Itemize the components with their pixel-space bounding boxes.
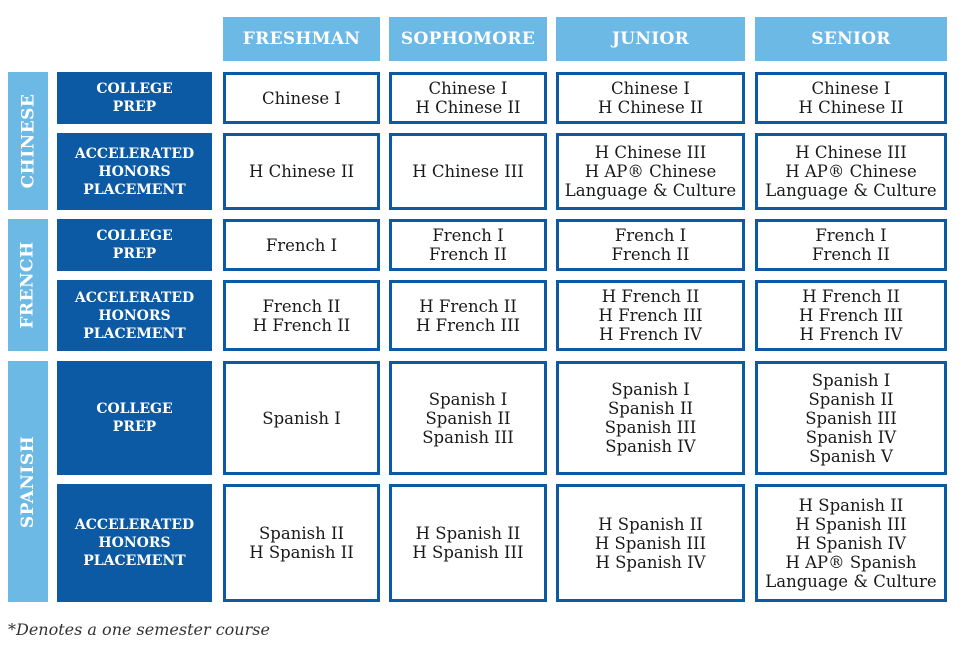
course-cell: Chinese I H Chinese II: [389, 72, 547, 124]
track-spanish-college-prep: COLLEGE PREP: [57, 361, 212, 475]
track-french-college-prep: COLLEGE PREP: [57, 219, 212, 271]
language-label-french: FRENCH: [8, 219, 48, 351]
course-cell: H Spanish II H Spanish III H Spanish IV H AP® Spanish Language & Culture: [755, 484, 947, 602]
header-freshman: FRESHMAN: [223, 17, 380, 61]
course-cell: Spanish I Spanish II Spanish III Spanish IV Spanish V: [755, 361, 947, 475]
track-french-accelerated: ACCELERATED HONORS PLACEMENT: [57, 280, 212, 351]
header-sophomore: SOPHOMORE: [389, 17, 547, 61]
course-cell: H Chinese III: [389, 133, 547, 210]
course-cell: French I French II: [556, 219, 745, 271]
course-cell: H Spanish II H Spanish III H Spanish IV: [556, 484, 745, 602]
header-junior: JUNIOR: [556, 17, 745, 61]
language-label-spanish: SPANISH: [8, 361, 48, 602]
course-cell: French I: [223, 219, 380, 271]
course-cell: Spanish I: [223, 361, 380, 475]
course-cell: Spanish I Spanish II Spanish III Spanish IV: [556, 361, 745, 475]
course-cell: H French II H French III: [389, 280, 547, 351]
header-senior: SENIOR: [755, 17, 947, 61]
course-cell: H French II H French III H French IV: [755, 280, 947, 351]
course-cell: French I French II: [755, 219, 947, 271]
course-cell: Chinese I H Chinese II: [556, 72, 745, 124]
course-cell: Spanish II H Spanish II: [223, 484, 380, 602]
course-cell: Chinese I: [223, 72, 380, 124]
language-label-chinese: CHINESE: [8, 72, 48, 210]
course-cell: Spanish I Spanish II Spanish III: [389, 361, 547, 475]
course-cell: H Chinese III H AP® Chinese Language & Culture: [755, 133, 947, 210]
track-chinese-college-prep: COLLEGE PREP: [57, 72, 212, 124]
course-cell: Chinese I H Chinese II: [755, 72, 947, 124]
footnote: *Denotes a one semester course: [8, 620, 270, 639]
course-cell: French II H French II: [223, 280, 380, 351]
course-cell: H Chinese III H AP® Chinese Language & Culture: [556, 133, 745, 210]
course-cell: H Spanish II H Spanish III: [389, 484, 547, 602]
track-spanish-accelerated: ACCELERATED HONORS PLACEMENT: [57, 484, 212, 602]
track-chinese-accelerated: ACCELERATED HONORS PLACEMENT: [57, 133, 212, 210]
course-cell: French I French II: [389, 219, 547, 271]
course-cell: H Chinese II: [223, 133, 380, 210]
course-cell: H French II H French III H French IV: [556, 280, 745, 351]
